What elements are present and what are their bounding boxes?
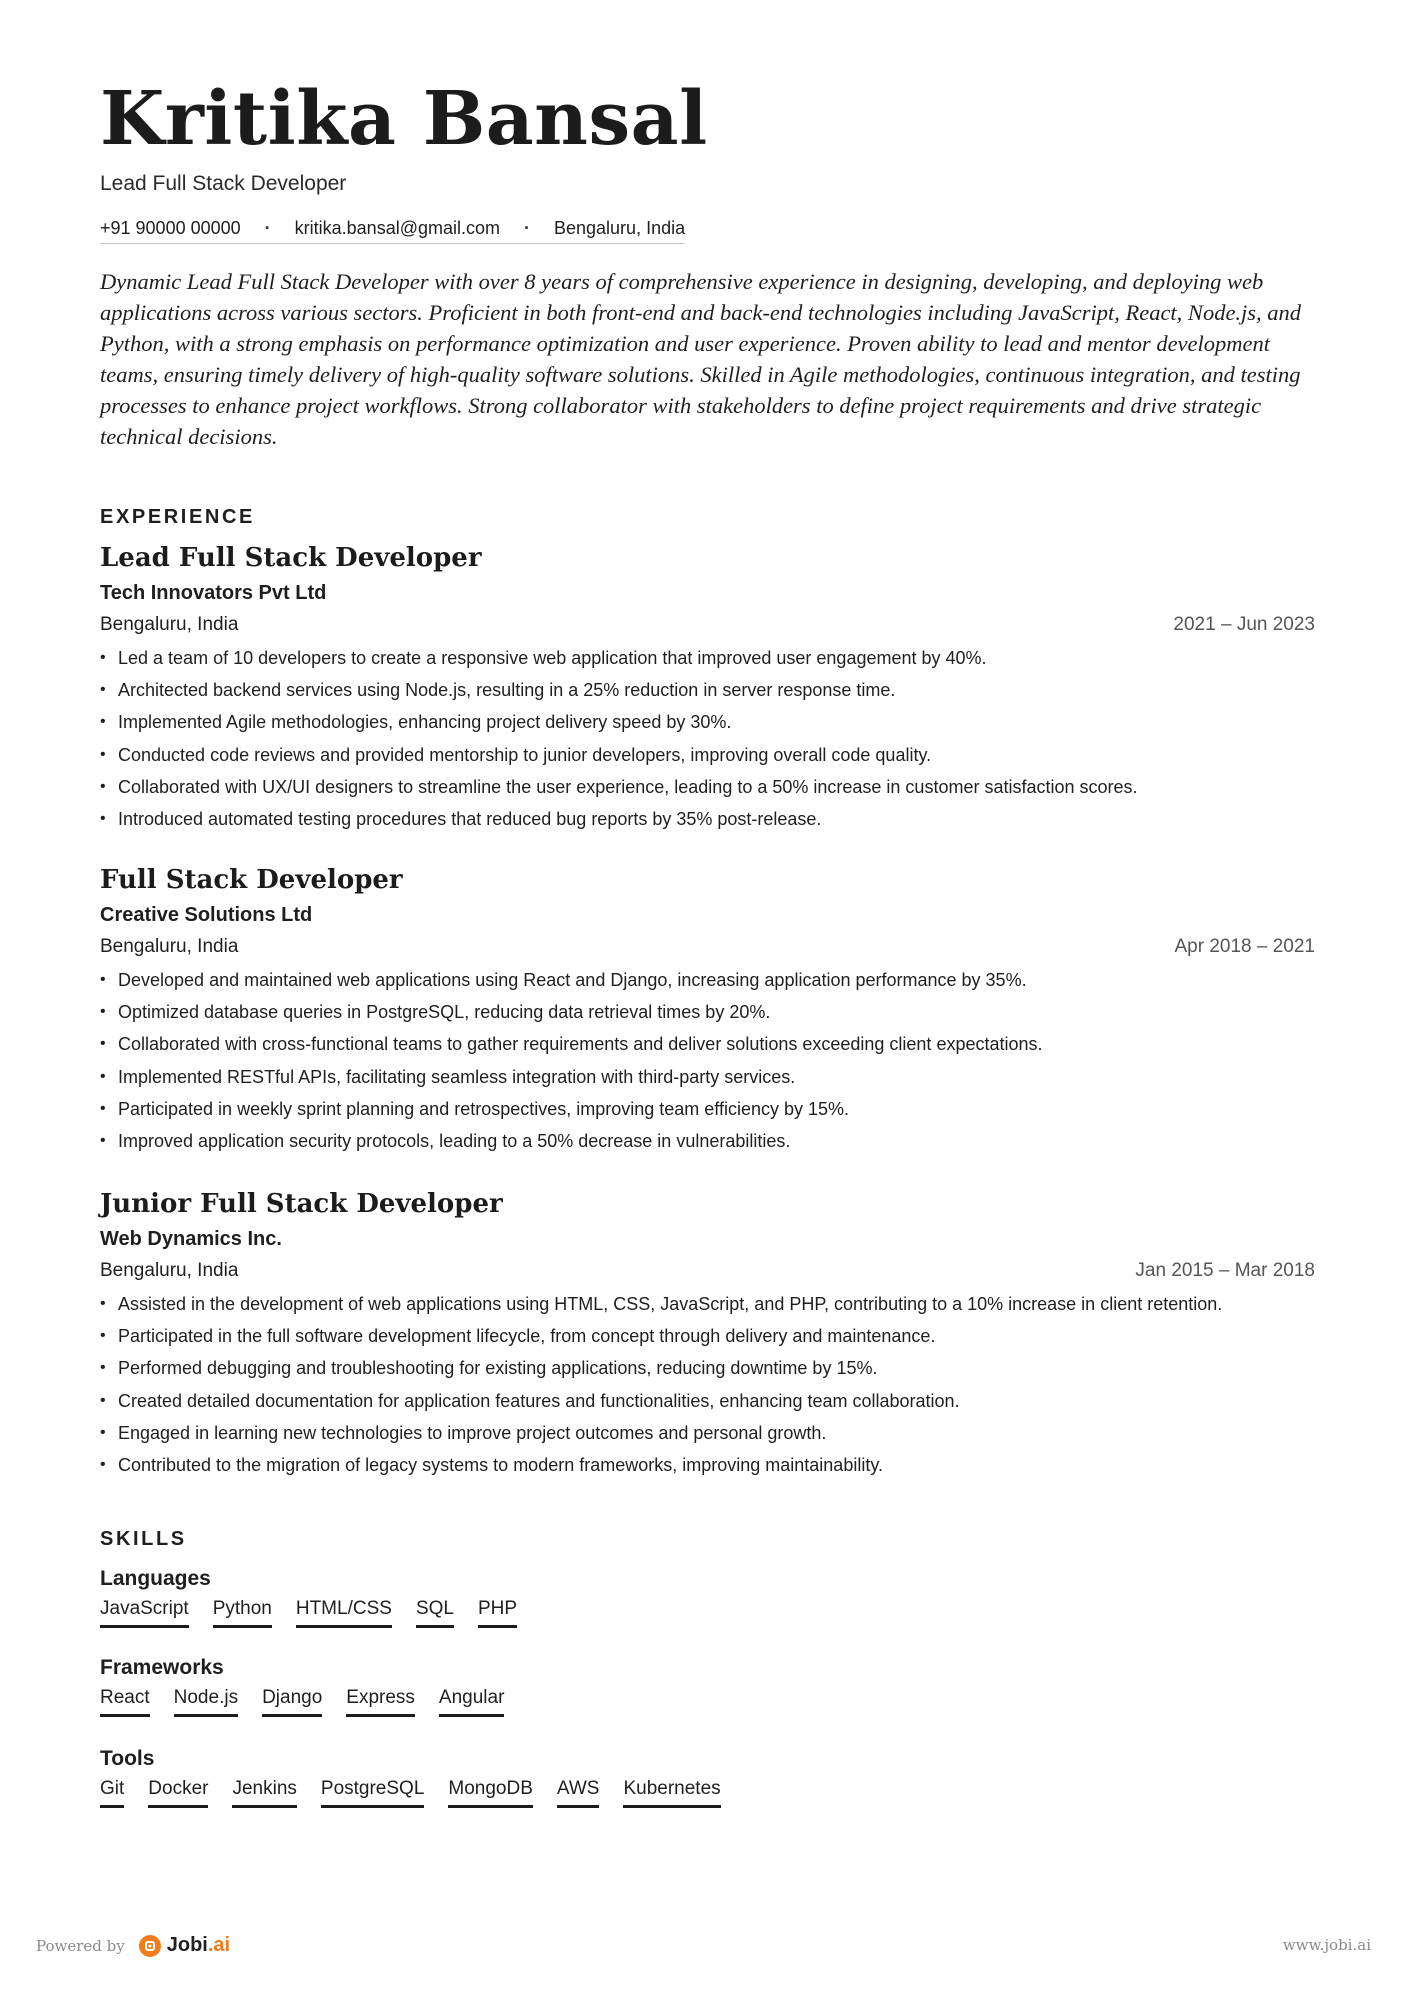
experience-heading: EXPERIENCE <box>100 506 255 528</box>
company-name: Tech Innovators Pvt Ltd <box>100 582 327 604</box>
bullet-item: • Participated in weekly sprint planning and retrospectives, improving team efficiency by 15%. <box>100 1093 1315 1125</box>
skill-tag: Kubernetes <box>623 1776 720 1808</box>
jobi-logo-text <box>167 1934 230 1957</box>
job-entry <box>100 862 1315 1157</box>
skill-tag: Express <box>346 1685 415 1717</box>
skill-tag: Jenkins <box>232 1776 296 1808</box>
job-bullets <box>100 964 1315 1157</box>
skill-tag: PHP <box>478 1596 517 1628</box>
skills-heading: SKILLS <box>100 1528 187 1550</box>
skill-tag: JavaScript <box>100 1596 189 1628</box>
job-location: Bengaluru, India <box>100 1260 239 1281</box>
contact-separator: · <box>524 218 530 238</box>
job-entry <box>100 1186 1315 1481</box>
job-title: Junior Full Stack Developer <box>100 1189 503 1219</box>
job-meta-row <box>100 930 1315 964</box>
candidate-name: Kritika Bansal <box>100 76 708 162</box>
bullet-item: • Led a team of 10 developers to create a responsive web application that improved user engagement by 40%. <box>100 642 1315 674</box>
jobi-logo-icon <box>139 1935 161 1957</box>
job-location: Bengaluru, India <box>100 614 239 635</box>
bullet-item: • Implemented Agile methodologies, enhancing project delivery speed by 30%. <box>100 706 1315 738</box>
company-name: Web Dynamics Inc. <box>100 1228 282 1250</box>
site-link[interactable]: www.jobi.ai <box>1282 1936 1371 1954</box>
skill-group-label: Tools <box>100 1747 155 1770</box>
skill-tag: SQL <box>416 1596 454 1628</box>
company-name: Creative Solutions Ltd <box>100 904 313 926</box>
summary-text: Dynamic Lead Full Stack Developer with over 8 years of comprehensive experience in designing, developing, and deploying web applications across various sectors. Proficient in both front-end and back-end technologies including JavaScript, React, Node.js, and Python, with a strong emphasis on performance optimization and user experience. Proven ability to lead and mentor development teams, ensuring timely delivery of high-quality software solutions. Skilled in Agile methodologies, continuous integration, and testing processes to enhance project workflows. Strong collaborator with stakeholders to define project requirements and drive strategic technical decisions. <box>100 269 1302 449</box>
bullet-item: • Assisted in the development of web applications using HTML, CSS, JavaScript, and PHP, contributing to a 10% increase in client retention. <box>100 1288 1315 1320</box>
bullet-item: • Implemented RESTful APIs, facilitating seamless integration with third-party services. <box>100 1061 1315 1093</box>
job-title: Lead Full Stack Developer <box>100 543 482 573</box>
email-link[interactable]: kritika.bansal@gmail.com <box>294 218 500 238</box>
skill-tag: Node.js <box>174 1685 238 1717</box>
skill-tag: Docker <box>148 1776 208 1808</box>
skill-tags <box>100 1596 541 1628</box>
skill-tag: Angular <box>439 1685 505 1717</box>
logo-main: Jobi <box>166 1934 208 1956</box>
powered-by-text: Powered by <box>36 1936 125 1955</box>
skill-tag: PostgreSQL <box>321 1776 425 1808</box>
job-bullets <box>100 642 1315 835</box>
logo-suffix: .ai <box>207 1934 231 1956</box>
job-title: Full Stack Developer <box>100 865 403 895</box>
powered-by-footer[interactable] <box>36 1934 230 1957</box>
job-dates: 2021 – Jun 2023 <box>1173 614 1315 635</box>
job-location: Bengaluru, India <box>100 936 239 957</box>
bullet-item: • Engaged in learning new technologies to improve project outcomes and personal growth. <box>100 1417 1315 1449</box>
skill-tags <box>100 1685 528 1717</box>
bullet-item: • Developed and maintained web applications using React and Django, increasing application performance by 35%. <box>100 964 1315 996</box>
bullet-item: • Collaborated with UX/UI designers to streamline the user experience, leading to a 50% increase in customer satisfaction scores. <box>100 771 1315 803</box>
bullet-item: • Improved application security protocols, leading to a 50% decrease in vulnerabilities. <box>100 1125 1315 1157</box>
skill-tag: Django <box>262 1685 322 1717</box>
job-meta-row <box>100 608 1315 642</box>
skill-group-label: Frameworks <box>100 1656 224 1679</box>
job-bullets <box>100 1288 1315 1481</box>
skill-tags <box>100 1776 745 1808</box>
contact-separator: · <box>264 218 271 238</box>
skill-group-tools <box>100 1744 745 1808</box>
bullet-item: • Architected backend services using Node.js, resulting in a 25% reduction in server response time. <box>100 674 1315 706</box>
skill-group-languages <box>100 1564 541 1628</box>
bullet-item: • Performed debugging and troubleshooting for existing applications, reducing downtime by 15%. <box>100 1352 1315 1384</box>
skill-tag: AWS <box>557 1776 600 1808</box>
skill-group-frameworks <box>100 1653 528 1717</box>
skill-tag: Python <box>213 1596 272 1628</box>
skill-tag: MongoDB <box>448 1776 533 1808</box>
skill-tag: Git <box>100 1776 124 1808</box>
skill-tag: React <box>100 1685 150 1717</box>
job-meta-row <box>100 1254 1315 1288</box>
bullet-item: • Contributed to the migration of legacy systems to modern frameworks, improving maintainability. <box>100 1449 1315 1481</box>
bullet-item: • Introduced automated testing procedures that reduced bug reports by 35% post-release. <box>100 803 1315 835</box>
bullet-item: • Conducted code reviews and provided mentorship to junior developers, improving overall code quality. <box>100 739 1315 771</box>
bullet-item: • Collaborated with cross-functional teams to gather requirements and deliver solutions exceeding client expectations. <box>100 1028 1315 1060</box>
bullet-item: • Created detailed documentation for application features and functionalities, enhancing team collaboration. <box>100 1385 1315 1417</box>
bullet-item: • Participated in the full software development lifecycle, from concept through delivery and maintenance. <box>100 1320 1315 1352</box>
headline: Lead Full Stack Developer <box>100 172 347 195</box>
job-entry <box>100 540 1315 835</box>
contact-row <box>100 218 685 244</box>
job-dates: Jan 2015 – Mar 2018 <box>1135 1260 1315 1281</box>
phone-text: +91 90000 00000 <box>100 218 241 238</box>
skill-group-label: Languages <box>100 1567 211 1590</box>
skill-tag: HTML/CSS <box>296 1596 392 1628</box>
location-text: Bengaluru, India <box>554 218 686 238</box>
job-dates: Apr 2018 – 2021 <box>1174 936 1315 957</box>
bullet-item: • Optimized database queries in PostgreSQL, reducing data retrieval times by 20%. <box>100 996 1315 1028</box>
